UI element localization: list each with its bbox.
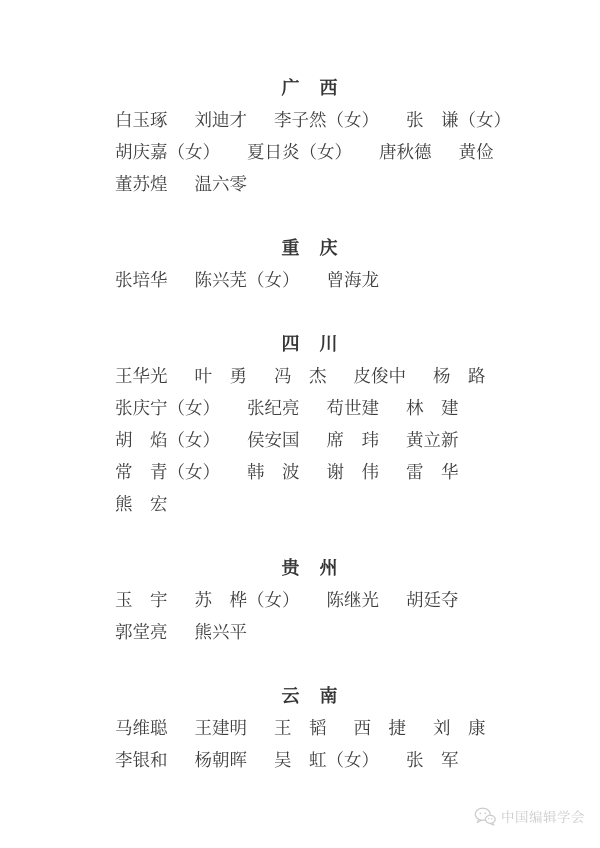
person-name: 曾海龙: [326, 270, 379, 290]
province-title: 四 川: [281, 334, 339, 354]
person-name: 王华光: [115, 366, 168, 386]
name-row: [115, 456, 505, 488]
person-name: 西 捷: [353, 718, 406, 738]
name-row: [115, 168, 505, 200]
person-name: 董苏煌: [115, 174, 168, 194]
person-name: 张纪亮: [247, 398, 300, 418]
name-row: [115, 584, 505, 616]
person-name: 杨朝晖: [194, 750, 247, 770]
person-name: 张培华: [115, 270, 168, 290]
person-name: 吴 虹（女）: [274, 750, 379, 770]
person-name: 黄立新: [406, 430, 459, 450]
person-name: 王建明: [194, 718, 247, 738]
person-name: 林 建: [406, 398, 459, 418]
province-title: 云 南: [281, 686, 339, 706]
person-name: 夏日炎（女）: [247, 142, 352, 162]
name-row: [115, 136, 505, 168]
province-section-4: [115, 686, 505, 776]
watermark-label: 中国编辑学会: [501, 810, 585, 825]
name-row: [115, 712, 505, 744]
person-name: 谢 伟: [326, 462, 379, 482]
person-name: 陈兴芜（女）: [194, 270, 300, 290]
person-name: 张庆宁（女）: [115, 398, 220, 418]
person-name: 常 青（女）: [115, 462, 220, 482]
person-name: 杨 路: [433, 366, 486, 386]
name-row: [115, 424, 505, 456]
name-row: [115, 744, 505, 776]
person-name: 胡庆嘉（女）: [115, 142, 220, 162]
person-name: 席 玮: [326, 430, 379, 450]
person-name: 韩 波: [247, 462, 300, 482]
name-row: [115, 104, 511, 136]
province-title: 重 庆: [281, 238, 339, 258]
person-name: 陈继光: [326, 590, 379, 610]
name-row: [115, 264, 505, 296]
province-title: 广 西: [281, 78, 339, 98]
person-name: 苏 桦（女）: [194, 590, 300, 610]
person-name: 李银和: [115, 750, 168, 770]
person-name: 白玉琢: [115, 110, 168, 130]
person-name: 胡廷夺: [406, 590, 459, 610]
person-name: 黄俭: [458, 142, 494, 162]
person-name: 冯 杰: [274, 366, 327, 386]
person-name: 雷 华: [406, 462, 459, 482]
person-name: 侯安国: [247, 430, 300, 450]
province-title: 贵 州: [281, 558, 339, 578]
person-name: 胡 焰（女）: [115, 430, 220, 450]
person-name: 王 韬: [274, 718, 327, 738]
province-section-1: [115, 238, 505, 296]
province-section-2: [115, 334, 505, 520]
name-row: [115, 392, 505, 424]
watermark: [474, 806, 585, 826]
person-name: 苟世建: [326, 398, 379, 418]
person-name: 温六零: [194, 174, 247, 194]
person-name: 郭堂亮: [115, 622, 168, 642]
person-name: 唐秋德: [379, 142, 432, 162]
province-section-0: [115, 78, 511, 200]
person-name: 熊 宏: [115, 494, 168, 514]
name-row: [115, 360, 505, 392]
name-row: [115, 616, 505, 648]
wechat-icon: [474, 807, 496, 826]
person-name: 马维聪: [115, 718, 168, 738]
person-name: 李子然（女）: [274, 110, 379, 130]
person-name: 玉 宇: [115, 590, 168, 610]
province-section-3: [115, 558, 505, 648]
person-name: 张 谦（女）: [406, 110, 511, 130]
person-name: 刘迪才: [194, 110, 247, 130]
person-name: 叶 勇: [194, 366, 247, 386]
name-row: [115, 488, 505, 520]
person-name: 张 军: [406, 750, 459, 770]
person-name: 刘 康: [433, 718, 486, 738]
person-name: 熊兴平: [194, 622, 247, 642]
person-name: 皮俊中: [353, 366, 406, 386]
